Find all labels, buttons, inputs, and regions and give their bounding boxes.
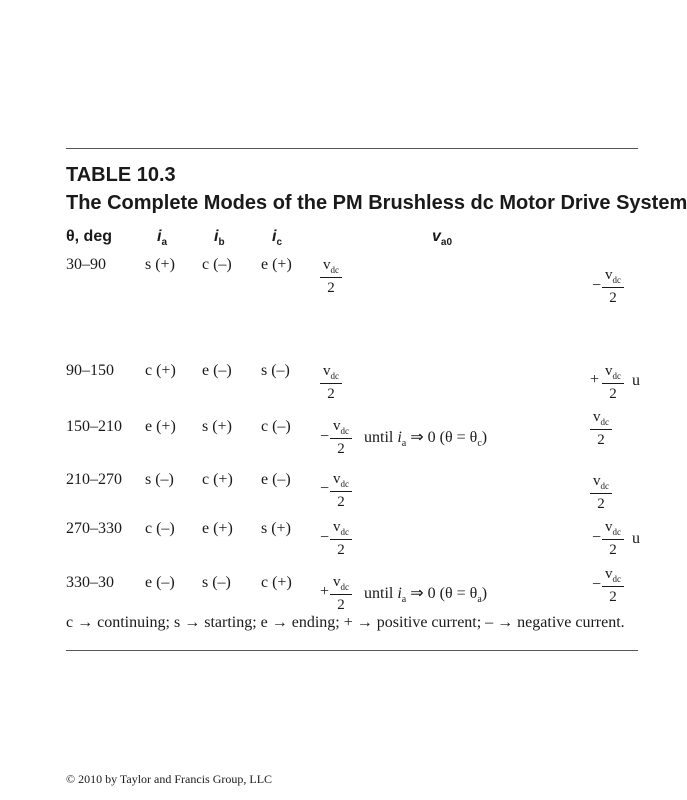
row3-va0-sign: − <box>320 428 330 445</box>
row1-ia: s (+) <box>145 256 175 273</box>
row4-va0-fraction: $v_{dc}$ 2 <box>330 472 352 510</box>
header-ib: $i_b$ <box>214 228 225 249</box>
row2-ib: e (–) <box>202 362 232 379</box>
table-title: The Complete Modes of the PM Brushless dc Motor Drive System <box>66 192 687 214</box>
table-bottom-rule <box>66 650 638 651</box>
row2-col2-fraction: $v_{dc}$ 2 <box>602 364 624 402</box>
row3-ia: e (+) <box>145 418 176 435</box>
row5-va0-fraction: $v_{dc}$ 2 <box>330 520 352 558</box>
row2-ia: c (+) <box>145 362 176 379</box>
row2-clipped-text: u <box>632 372 640 389</box>
row3-until-note: until $i_a$ ⇒ 0 $(\theta = \theta_c)$ <box>364 429 488 450</box>
row6-ib: s (–) <box>202 574 231 591</box>
table-top-rule <box>66 148 638 149</box>
table-footnote: c → continuing; s → starting; e → ending; + → positive current; – → negative current. <box>66 614 625 631</box>
row3-va0-fraction: $v_{dc}$ 2 <box>330 419 352 457</box>
row5-col2-fraction: $v_{dc}$ 2 <box>602 520 624 558</box>
row3-col2-fraction: $v_{dc}$ 2 <box>590 410 612 448</box>
row2-theta: 90–150 <box>66 362 114 379</box>
row4-ia: s (–) <box>145 471 174 488</box>
row6-until-note: until $i_a$ ⇒ 0 $(\theta = \theta_a)$ <box>364 585 488 606</box>
header-theta: θ, deg <box>66 228 112 245</box>
row6-col2-fraction: $v_{dc}$ 2 <box>602 567 624 605</box>
row1-col2-sign: − <box>592 277 602 294</box>
row3-theta: 150–210 <box>66 418 122 435</box>
row1-ic: e (+) <box>261 256 292 273</box>
row6-ic: c (+) <box>261 574 292 591</box>
row1-va0-fraction: $v_{dc}$ 2 <box>320 258 342 296</box>
row4-col2-fraction: $v_{dc}$ 2 <box>590 474 612 512</box>
row4-va0-sign: − <box>320 480 330 497</box>
row2-ic: s (–) <box>261 362 290 379</box>
row4-ib: c (+) <box>202 471 233 488</box>
row1-col2-fraction: $v_{dc}$ 2 <box>602 268 624 306</box>
row6-theta: 330–30 <box>66 574 114 591</box>
row6-va0-sign: + <box>320 583 330 600</box>
row5-theta: 270–330 <box>66 520 122 537</box>
row5-va0-sign: − <box>320 529 330 546</box>
copyright-notice: © 2010 by Taylor and Francis Group, LLC <box>66 772 273 786</box>
table-label: TABLE 10.3 <box>66 164 176 186</box>
row2-col2-sign: + <box>590 371 600 388</box>
row2-va0-fraction: $v_{dc}$ 2 <box>320 364 342 402</box>
row5-ib: e (+) <box>202 520 233 537</box>
row1-ib: c (–) <box>202 256 232 273</box>
row6-va0-fraction: $v_{dc}$ 2 <box>330 575 352 613</box>
row4-theta: 210–270 <box>66 471 122 488</box>
row3-ib: s (+) <box>202 418 232 435</box>
row4-ic: e (–) <box>261 471 291 488</box>
row6-col2-sign: − <box>592 576 602 593</box>
row5-ic: s (+) <box>261 520 291 537</box>
row6-ia: e (–) <box>145 574 175 591</box>
row5-ia: c (–) <box>145 520 175 537</box>
row5-col2-sign: − <box>592 529 602 546</box>
header-ic: $i_c$ <box>272 228 283 249</box>
row5-clipped-text: u <box>632 530 640 547</box>
row3-ic: c (–) <box>261 418 291 435</box>
header-ia: $i_a$ <box>157 228 168 249</box>
row1-theta: 30–90 <box>66 256 106 273</box>
header-va0: $v_{a0}$ <box>432 228 453 249</box>
